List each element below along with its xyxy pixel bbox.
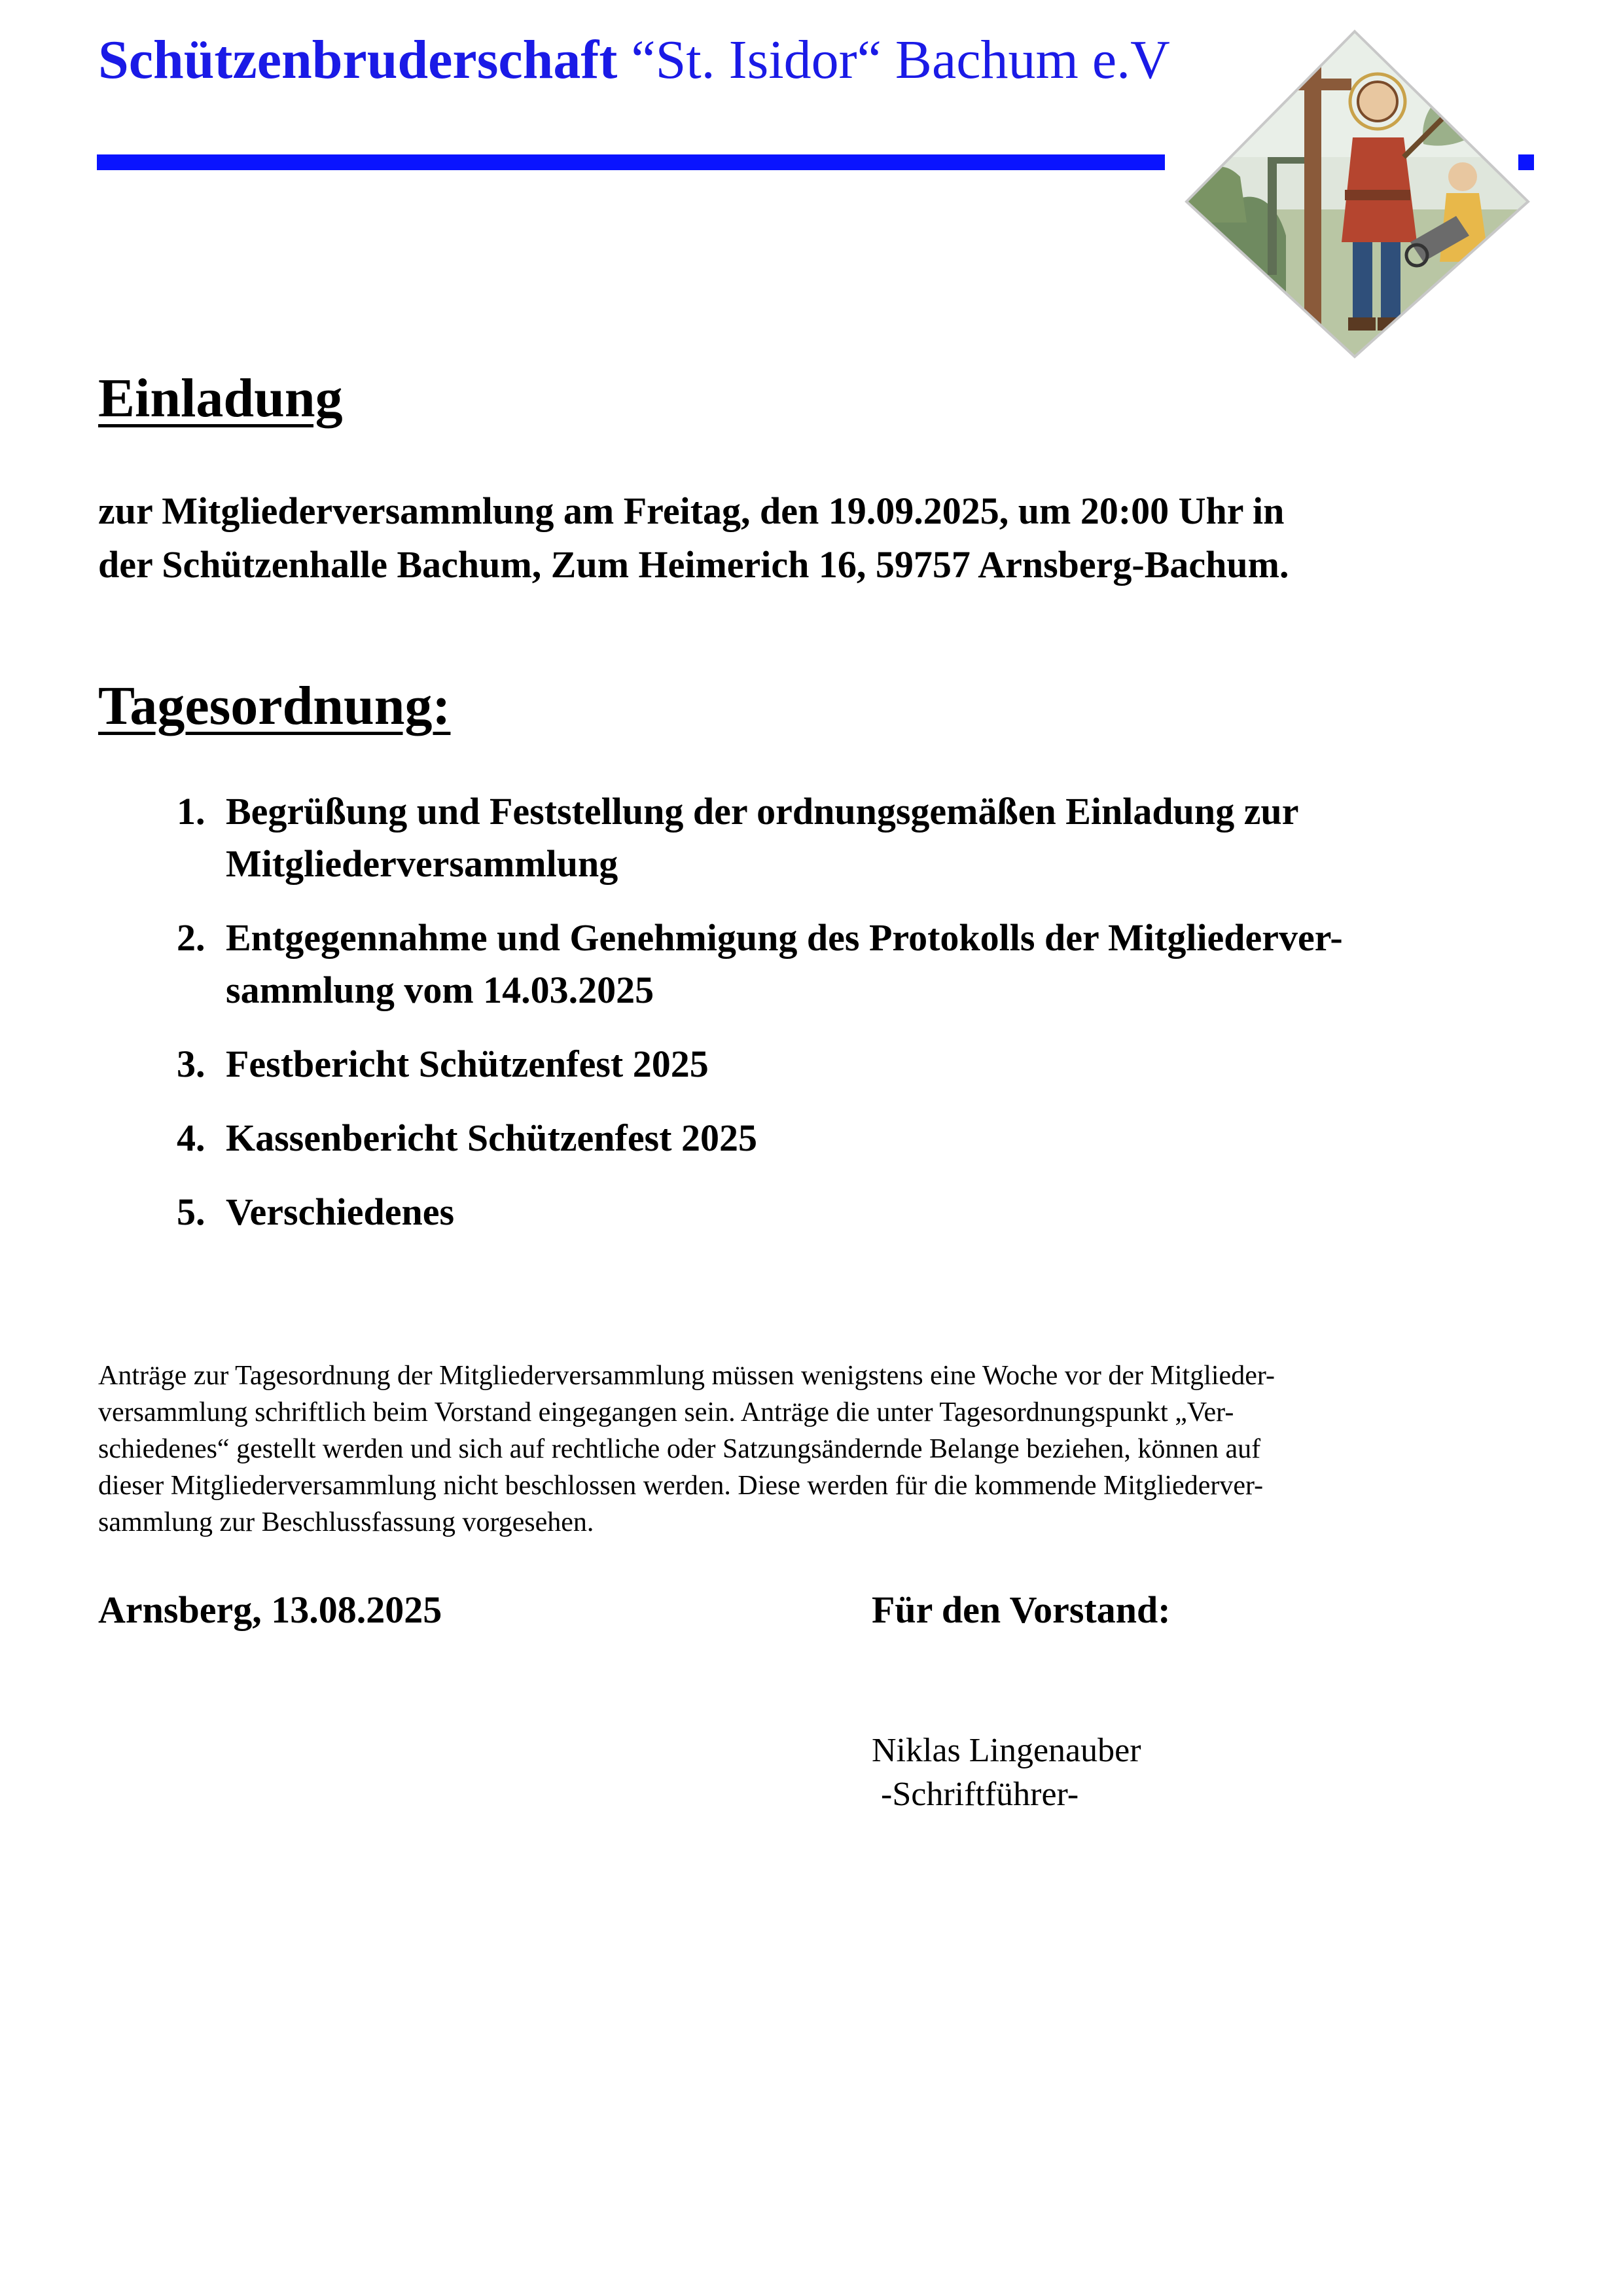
agenda-item-number: 3. — [177, 1043, 205, 1085]
organization-title — [98, 27, 1170, 94]
invitation-line: zur Mitgliederversammlung am Freitag, den 19.09.2025, um 20:00 Uhr in — [98, 490, 1285, 532]
note-line: versammlung schriftlich beim Vorstand eingegangen sein. Anträge die unter Tagesordnungspunkt „Ver- — [98, 1397, 1234, 1427]
agenda-item-text: sammlung vom 14.03.2025 — [226, 969, 654, 1011]
agenda-item — [177, 1186, 1571, 1238]
organization-name-rest: “St. Isidor“ Bachum e.V — [617, 29, 1170, 90]
invitation-line: der Schützenhalle Bachum, Zum Heimerich 16, 59757 Arnsberg-Bachum. — [98, 543, 1289, 586]
header-rule — [97, 154, 1165, 170]
agenda-item-text: Verschiedenes — [226, 1191, 455, 1233]
agenda-list — [177, 785, 1571, 1260]
agenda-item-number: 5. — [177, 1191, 205, 1233]
agenda-item — [177, 785, 1571, 890]
place-and-date: Arnsberg, 13.08.2025 — [98, 1588, 442, 1631]
agenda-item — [177, 1112, 1571, 1164]
note-line: sammlung zur Beschlussfassung vorgesehen. — [98, 1507, 594, 1537]
note-line: schiedenes“ gestellt werden und sich auf rechtliche oder Satzungsändernde Belange beziehen, können auf — [98, 1434, 1261, 1464]
agenda-item-text: Entgegennahme und Genehmigung des Protokolls der Mitgliederver- — [226, 916, 1343, 959]
agenda-item-text: Mitgliederversammlung — [226, 842, 618, 885]
agenda-item-number: 4. — [177, 1117, 205, 1159]
agenda-item-number: 1. — [177, 790, 205, 833]
agenda-title: Tagesordnung: — [98, 675, 451, 736]
board-label: Für den Vorstand: — [872, 1588, 1171, 1631]
organization-name-bold: Schützenbruderschaft — [98, 29, 618, 90]
agenda-item-number: 2. — [177, 916, 205, 959]
agenda-item — [177, 912, 1571, 1016]
signer-role: -Schriftführer- — [881, 1776, 1079, 1813]
agenda-item-text: Kassenbericht Schützenfest 2025 — [226, 1117, 757, 1159]
note-line: dieser Mitgliederversammlung nicht beschlossen werden. Diese werden für die kommende Mitgliederver- — [98, 1471, 1264, 1501]
note-line: Anträge zur Tagesordnung der Mitgliederversammlung müssen wenigstens eine Woche vor der Mitglieder- — [98, 1361, 1275, 1391]
agenda-item-text: Begrüßung und Feststellung der ordnungsgemäßen Einladung zur — [226, 790, 1299, 833]
invitation-text — [98, 484, 1538, 592]
proposals-note — [98, 1357, 1551, 1541]
agenda-item-text: Festbericht Schützenfest 2025 — [226, 1043, 709, 1085]
st-isidor-emblem-icon — [1181, 26, 1535, 360]
signer-name: Niklas Lingenauber — [872, 1732, 1141, 1769]
agenda-item — [177, 1038, 1571, 1090]
invitation-title: Einladung — [98, 368, 343, 429]
